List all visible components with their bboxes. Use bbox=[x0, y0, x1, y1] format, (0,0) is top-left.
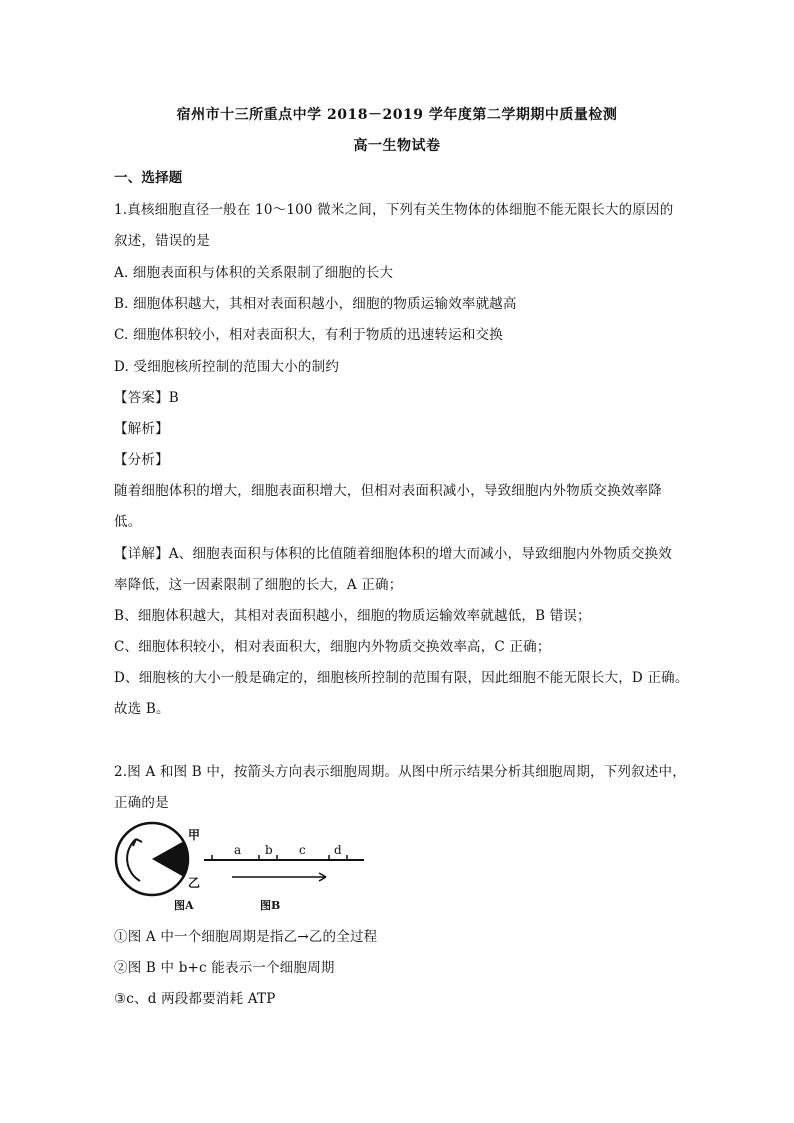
q1-detail-line2: 率降低，这一因素限制了细胞的长大，A 正确； bbox=[114, 577, 403, 593]
q1-option-c: C. 细胞体积较小，相对表面积大，有利于物质的迅速转运和交换 bbox=[114, 327, 503, 343]
q2-item3: ③c、d 两段都要消耗 ATP bbox=[114, 991, 276, 1007]
exam-subtitle: 高一生物试卷 bbox=[353, 138, 441, 154]
label-yi: 乙 bbox=[188, 876, 201, 890]
label-jia: 甲 bbox=[188, 828, 201, 842]
q1-option-a: A. 细胞表面积与体积的关系限制了细胞的长大 bbox=[114, 265, 394, 281]
q2-stem-line1: 2.图 A 和图 B 中，按箭头方向表示细胞周期。从图中所示结果分析其细胞周期，下列叙述中， bbox=[114, 764, 686, 780]
q1-detail-b: B、细胞体积越大，其相对表面积越小，细胞的物质运输效率就越低，B 错误； bbox=[114, 608, 591, 624]
q1-answer: 【答案】B bbox=[114, 390, 179, 406]
q1-conclusion: 故选 B。 bbox=[114, 701, 170, 717]
segment-a-label: a bbox=[234, 843, 242, 857]
q1-option-b: B. 细胞体积越大，其相对表面积越小，细胞的物质运输效率就越高 bbox=[114, 296, 517, 312]
cell-cycle-figure bbox=[114, 815, 374, 915]
q2-item2: ②图 B 中 b+c 能表示一个细胞周期 bbox=[114, 960, 335, 976]
q1-detail-line1: 【详解】A、细胞表面积与体积的比值随着细胞体积的增大而减小，导致细胞内外物质交换效 bbox=[114, 546, 672, 562]
q1-stem-line1: 1.真核细胞直径一般在 10～100 微米之间，下列有关生物体的体细胞不能无限长大的原因的 bbox=[114, 202, 674, 218]
q1-option-d: D. 受细胞核所控制的范围大小的制约 bbox=[114, 359, 340, 375]
q1-stem-line2: 叙述，错误的是 bbox=[114, 233, 210, 249]
segment-d-label: d bbox=[334, 843, 342, 857]
caption-fig-b: 图B bbox=[260, 899, 281, 912]
q1-detail-d: D、细胞核的大小一般是确定的，细胞核所控制的范围有限，因此细胞不能无限长大，D 正确。 bbox=[114, 670, 689, 686]
q2-stem-line2: 正确的是 bbox=[114, 795, 169, 811]
q1-jiexi-heading: 【解析】 bbox=[114, 421, 169, 437]
segment-b-label: b bbox=[265, 843, 273, 857]
cell-cycle-diagram bbox=[114, 815, 374, 915]
q1-analysis-line2: 低。 bbox=[114, 514, 142, 530]
q1-detail-c: C、细胞体积较小，相对表面积大，细胞内外物质交换效率高，C 正确； bbox=[114, 639, 551, 655]
section-title: 一、选择题 bbox=[114, 170, 183, 186]
q1-fenxi-heading: 【分析】 bbox=[114, 452, 169, 468]
exam-title: 宿州市十三所重点中学 2018－2019 学年度第二学期期中质量检测 bbox=[176, 107, 618, 123]
cycle-sector bbox=[152, 841, 189, 877]
q1-analysis-line1: 随着细胞体积的增大，细胞表面积增大，但相对表面积减小，导致细胞内外物质交换效率降 bbox=[114, 483, 662, 499]
segment-c-label: c bbox=[299, 843, 306, 857]
caption-fig-a: 图A bbox=[174, 899, 194, 912]
q2-item1: ①图 A 中一个细胞周期是指乙→乙的全过程 bbox=[114, 929, 378, 945]
